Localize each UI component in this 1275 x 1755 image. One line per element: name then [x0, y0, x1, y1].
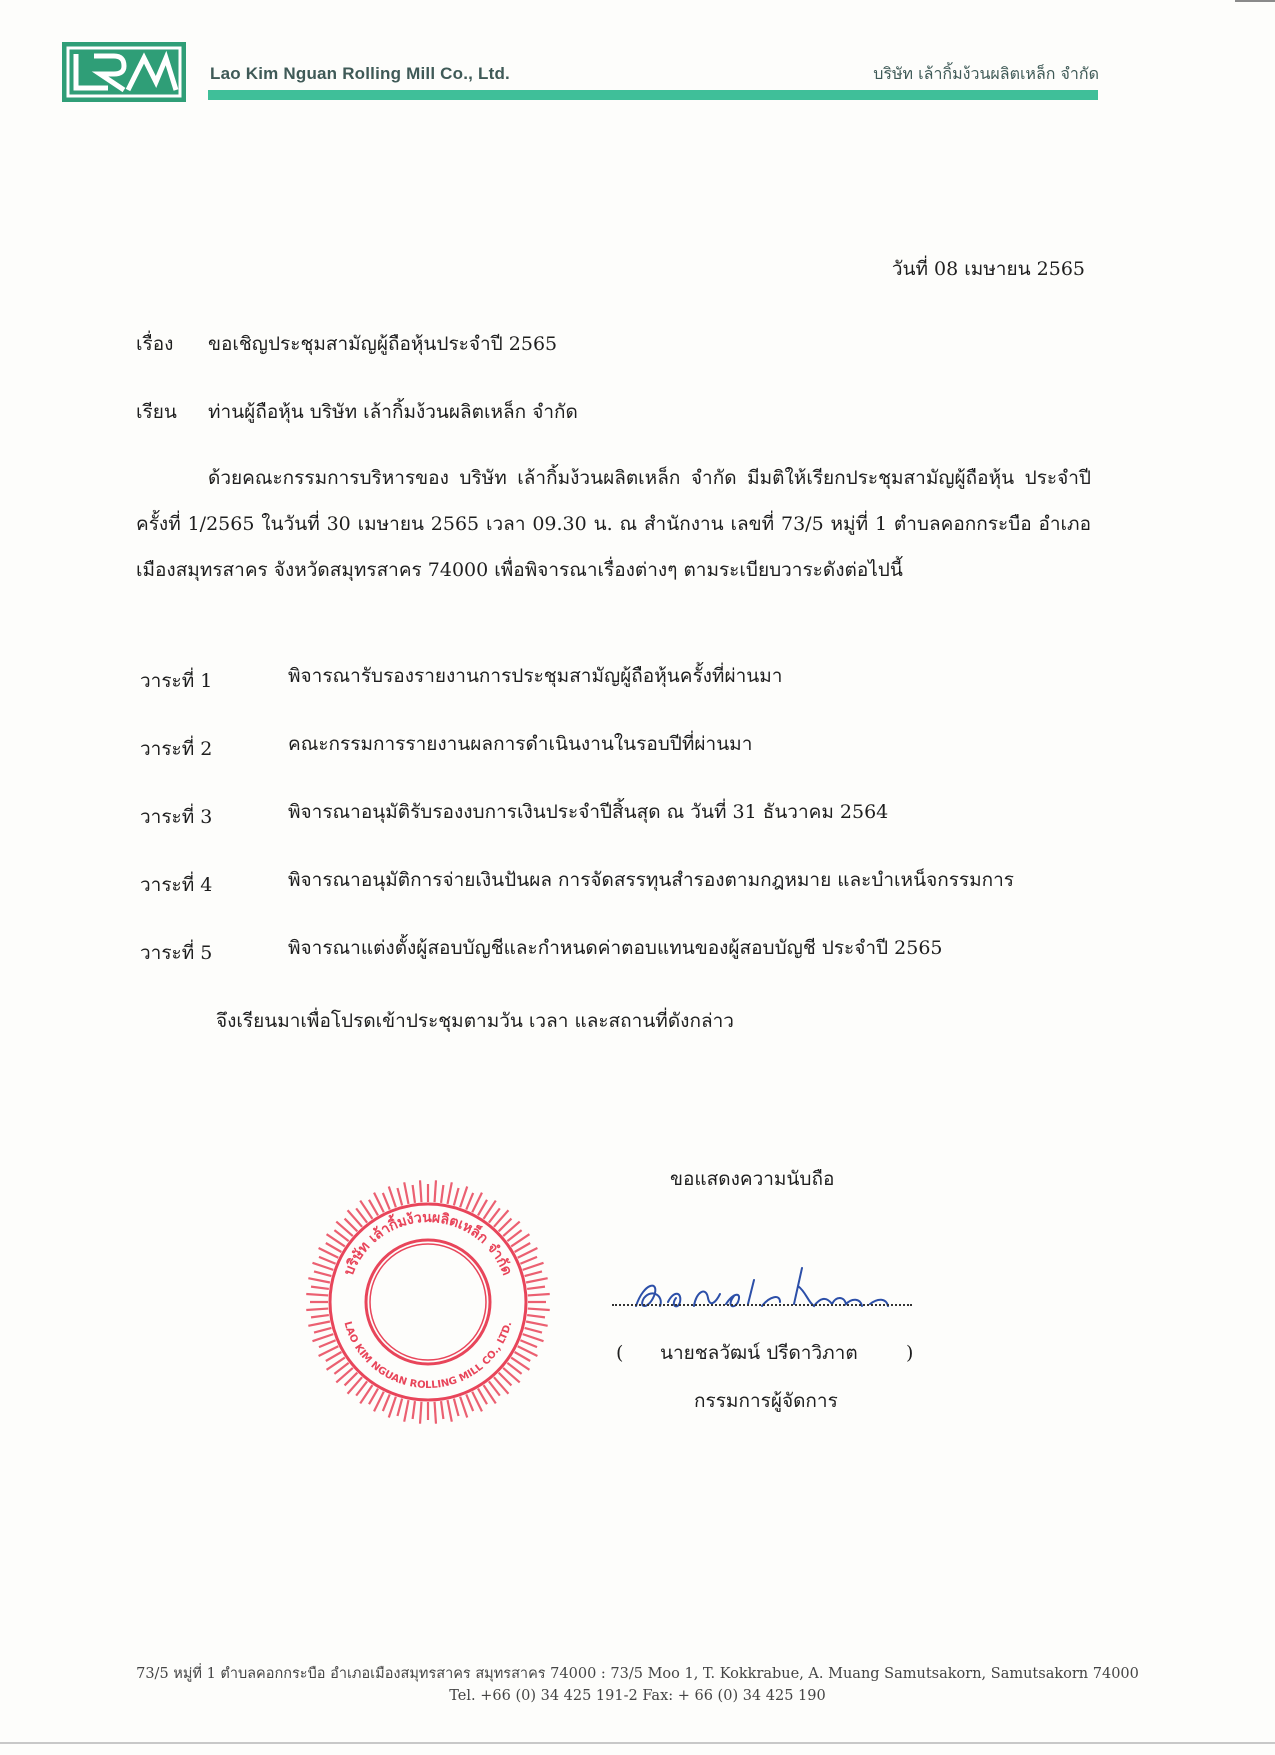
agenda-text-5: พิจารณาแต่งตั้งผู้สอบบัญชีและกำหนดค่าตอบแทนของผู้สอบบัญชี ประจำปี 2565	[288, 937, 943, 959]
agenda-text-3: พิจารณาอนุมัติรับรองงบการเงินประจำปีสิ้นสุด ณ วันที่ 31 ธันวาคม 2564	[288, 801, 889, 823]
closing-line: จึงเรียนมาเพื่อโปรดเข้าประชุมตามวัน เวลา และสถานที่ดังกล่าว	[216, 1010, 734, 1032]
agenda-text-4: พิจารณาอนุมัติการจ่ายเงินปันผล การจัดสรรทุนสำรองตามกฎหมาย และบำเหน็จกรรมการ	[288, 869, 1015, 891]
signer-name: นายชลวัฒน์ ปรีดาวิภาต	[660, 1342, 858, 1364]
company-name-en: Lao Kim Nguan Rolling Mill Co., Ltd.	[210, 64, 510, 83]
agenda-label-4: วาระที่ 4	[140, 874, 213, 896]
agenda-text-2: คณะกรรมการรายงานผลการดำเนินงานในรอบปีที่ผ่านมา	[288, 733, 753, 755]
company-name-th: บริษัท เล้ากิ้มง้วนผลิตเหล็ก จำกัด	[873, 64, 1099, 83]
signature-dotted-line	[612, 1304, 912, 1306]
header-accent-bar	[208, 90, 1098, 100]
company-logo	[62, 42, 186, 102]
footer-contact: Tel. +66 (0) 34 425 191-2 Fax: + 66 (0) 34 425 190	[449, 1688, 826, 1704]
signer-title: กรรมการผู้จัดการ	[694, 1390, 838, 1412]
agenda-label-3: วาระที่ 3	[140, 806, 213, 828]
subject-text: ขอเชิญประชุมสามัญผู้ถือหุ้นประจำปี 2565	[208, 333, 558, 355]
agenda-label-2: วาระที่ 2	[140, 738, 213, 760]
scan-edge-line	[0, 1742, 1275, 1744]
agenda-label-5: วาระที่ 5	[140, 942, 213, 964]
subject-label: เรื่อง	[136, 333, 174, 355]
handwritten-signature	[630, 1262, 920, 1322]
letter-date: วันที่ 08 เมษายน 2565	[891, 258, 1085, 280]
scan-edge-line	[1235, 0, 1275, 2]
recipient-label: เรียน	[136, 401, 177, 423]
agenda-text-1: พิจารณารับรองรายงานการประชุมสามัญผู้ถือหุ้นครั้งที่ผ่านมา	[288, 665, 783, 687]
signer-close-paren: )	[906, 1342, 914, 1364]
recipient-text: ท่านผู้ถือหุ้น บริษัท เล้ากิ้มง้วนผลิตเหล็ก จำกัด	[208, 401, 578, 423]
body-paragraph: ด้วยคณะกรรมการบริหารของ บริษัท เล้ากิ้มง้วนผลิตเหล็ก จำกัด มีมติให้เรียกประชุมสามัญผู้ถือหุ้น ประจำปี ครั้งที่ 1/2565 ในวันที่ 30 เมษายน 2565 เวลา 09.30 น. ณ สำนักงาน เลขที่ 73/5 หมู่ที่ 1 ตำบลคอกกระบือ อำเภอเมืองสมุทรสาคร จังหวัดสมุทรสาคร 74000 เพื่อพิจารณาเรื่องต่างๆ ตามระเบียบวาระดังต่อไปนี้	[136, 467, 1091, 581]
signer-open-paren: (	[616, 1342, 624, 1364]
seal-text-en: LAO KIM NGUAN ROLLING MILL CO., LTD.	[341, 1320, 515, 1392]
seal-text-th: บริษัท เล้ากิ้มง้วนผลิตเหล็ก จำกัด	[341, 1209, 515, 1278]
footer-address: 73/5 หมู่ที่ 1 ตำบลคอกกระบือ อำเภอเมืองสมุทรสาคร สมุทรสาคร 74000 : 73/5 Moo 1, T. Kokkrabue, A. Muang Samutsakorn, Samutsakorn 74000	[136, 1666, 1139, 1682]
regards-text: ขอแสดงความนับถือ	[670, 1168, 835, 1190]
agenda-label-1: วาระที่ 1	[140, 670, 213, 692]
company-seal	[302, 1176, 554, 1428]
